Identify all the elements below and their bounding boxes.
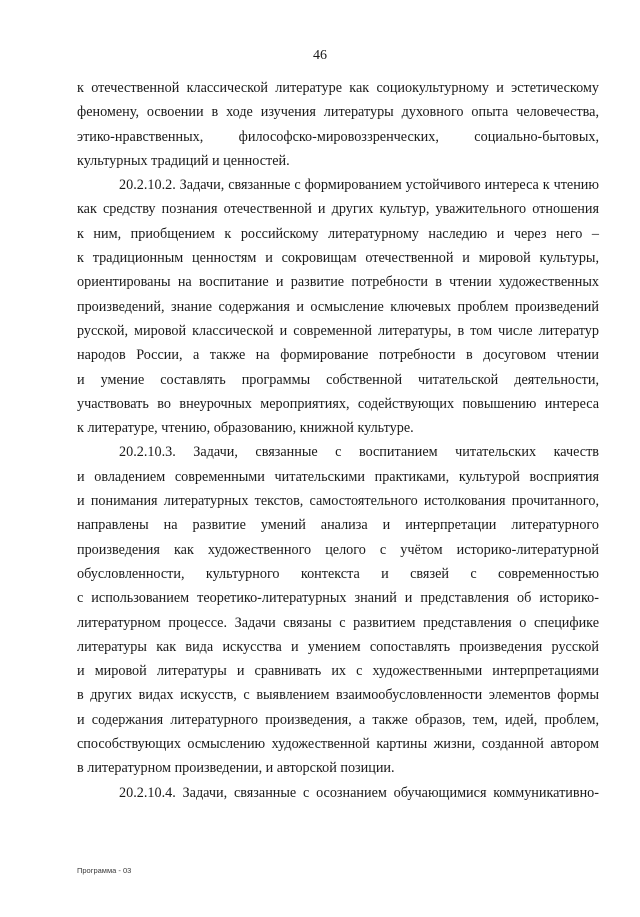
text-line: 20.2.10.3. Задачи, связанные с воспитанием читательских качеств (119, 444, 599, 461)
text-line: этико-нравственных, философско-мировоззренческих, социально-бытовых, (77, 128, 599, 145)
text-line: к традиционным ценностям и сокровищам отечественной и мировой культуры, (77, 250, 599, 267)
text-line: 20.2.10.2. Задачи, связанные с формированием устойчивого интереса к чтению (119, 177, 599, 194)
text-line: направлены на развитие умений анализа и интерпретации литературного (77, 517, 599, 534)
text-line: к отечественной классической литературе как социокультурному и эстетическому (77, 80, 599, 96)
text-line: и понимания литературных текстов, самостоятельного истолкования прочитанного, (77, 493, 599, 510)
text-line: литературном процессе. Задачи связаны с развитием представления о специфике (77, 614, 599, 631)
text-line: обусловленности, культурного контекста и связей с современностью (77, 565, 599, 582)
footer-label: Программа - 03 (77, 866, 132, 875)
text-line: в литературном произведении, и авторской позиции. (77, 760, 395, 777)
text-line: литературы как вида искусства и умением сопоставлять произведения русской (77, 638, 599, 655)
text-line: русской, мировой классической и современной литературы, в том числе литератур (77, 322, 599, 339)
text-line: как средству познания отечественной и других культур, уважительного отношения (77, 201, 599, 218)
text-line: участвовать во внеурочных мероприятиях, содействующих повышению интереса (77, 395, 599, 412)
body-text (77, 76, 599, 805)
text-line: в других видах искусств, с выявлением взаимообусловленности элементов формы (77, 687, 599, 704)
text-line: с использованием теоретико-литературных знаний и представления об историко- (77, 590, 599, 607)
text-line: и овладением современными читательскими практиками, культурой восприятия (77, 468, 599, 485)
text-line: народов России, а также на формирование потребности в досуговом чтении (77, 347, 599, 364)
text-line: к ним, приобщением к российскому литературному наследию и через него – (77, 225, 599, 242)
text-line: произведений, знание содержания и осмысление ключевых проблем произведений (77, 298, 599, 315)
text-line: произведения как художественного целого с учётом историко-литературной (77, 541, 599, 558)
text-line: и содержания литературного произведения, а также образов, тем, идей, проблем, (77, 711, 599, 728)
text-line: ориентированы на воспитание и развитие потребности в чтении художественных (77, 274, 599, 291)
text-line: и умение составлять программы собственной читательской деятельности, (77, 371, 599, 388)
text-line: 20.2.10.4. Задачи, связанные с осознанием обучающимися коммуникативно- (119, 784, 599, 801)
text-line: к литературе, чтению, образованию, книжной культуре. (77, 420, 414, 437)
text-line: культурных традиций и ценностей. (77, 152, 290, 169)
text-line: феномену, освоении в ходе изучения литературы духовного опыта человечества, (77, 104, 599, 121)
text-line: способствующих осмыслению художественной картины жизни, созданной автором (77, 736, 599, 753)
page-number: 46 (313, 48, 327, 63)
text-line: и мировой литературы и сравнивать их с художественными интерпретациями (77, 663, 599, 680)
